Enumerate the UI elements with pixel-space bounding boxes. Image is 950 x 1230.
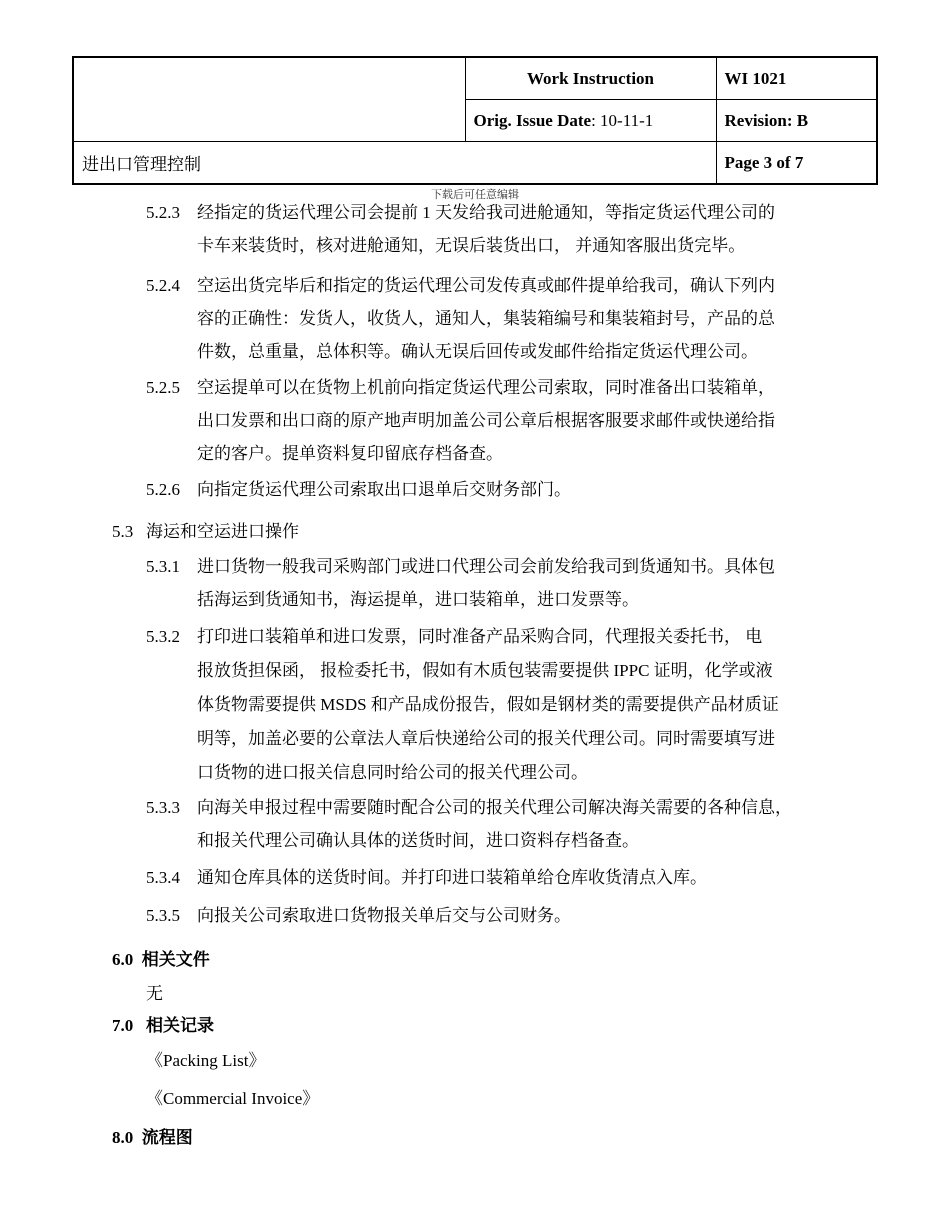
orig-issue-value: : 10-11-1 xyxy=(591,110,654,130)
section-8-heading: 8.0 流程图 xyxy=(112,1128,193,1147)
item-text: 向海关申报过程中需要随时配合公司的报关代理公司解决海关需要的各种信息， 和报关代理公司确认具体的送货时间，进口资料存档备查。 xyxy=(197,798,792,850)
item-number: 5.2.4 xyxy=(146,276,180,295)
item-number: 5.2.5 xyxy=(146,378,180,397)
section-6-heading: 6.0 相关文件 xyxy=(112,950,210,969)
item-text: 空运提单可以在货物上机前向指定货运代理公司索取，同时准备出口装箱单， 出口发票和出口商的原产地声明加盖公司公章后根据客服要求邮件或快递给指 定的客户。提单资料复印留底存档备查。 xyxy=(197,378,775,463)
watermark: 下载后可任意编辑 xyxy=(431,189,519,201)
record-item: 《Packing List》 xyxy=(146,1051,266,1070)
item-number: 5.3.1 xyxy=(146,557,180,576)
item-number: 5.3.4 xyxy=(146,868,180,887)
orig-issue-date xyxy=(465,100,716,142)
item-text: 经指定的货运代理公司会提前 1 天发给我司进舱通知，等指定货运代理公司的 卡车来装货时，核对进舱通知，无误后装货出口， 并通知客服出货完毕。 xyxy=(197,203,775,255)
section-6-content: 无 xyxy=(146,984,163,1003)
record-item: 《Commercial Invoice》 xyxy=(146,1089,320,1108)
page-number: Page 3 of 7 xyxy=(716,142,877,185)
item-text: 打印进口装箱单和进口发票，同时准备产品采购合同，代理报关委托书， 电 报放货担保函， 报检委托书，假如有木质包装需要提供 IPPC 证明，化学或液 体货物需要提供 MSDS 和产品成份报告，假如是钢材类的需要提供产品材质证 明等，加盖必要的公章法人章后快递给公司的报关代理公司。同时需要填写进 口货物的进口报关信息同时给公司的报关代理公司。 xyxy=(197,627,779,782)
item-text: 空运出货完毕后和指定的货运代理公司发传真或邮件提单给我司，确认下列内 容的正确性：发货人，收货人，通知人，集装箱编号和集装箱封号，产品的总 件数，总重量，总体积等。确认无误后回传或发邮件给指定货运代理公司。 xyxy=(197,276,775,361)
item-text: 进口货物一般我司采购部门或进口代理公司会前发给我司到货通知书。具体包 括海运到货通知书，海运提单，进口装箱单，进口发票等。 xyxy=(197,557,775,609)
item-number: 5.3.3 xyxy=(146,798,180,817)
item-number: 5.3.2 xyxy=(146,627,180,646)
section-7-heading: 7.0 相关记录 xyxy=(112,1016,214,1035)
document-header-table xyxy=(72,56,878,185)
doc-number: WI 1021 xyxy=(716,57,877,100)
subject: 进出口管理控制 xyxy=(73,142,716,185)
revision: Revision: B xyxy=(716,100,877,142)
item-text: 向报关公司索取进口货物报关单后交与公司财务。 xyxy=(197,906,571,925)
item-text: 通知仓库具体的送货时间。并打印进口装箱单给仓库收货清点入库。 xyxy=(197,868,707,887)
logo-cell xyxy=(73,57,465,142)
section-5-3: 5.3 海运和空运进口操作 xyxy=(112,522,299,541)
work-instruction-title: Work Instruction xyxy=(465,57,716,100)
item-number: 5.2.6 xyxy=(146,480,180,499)
item-number: 5.2.3 xyxy=(146,203,180,222)
orig-issue-label: Orig. Issue Date xyxy=(473,110,592,130)
item-number: 5.3.5 xyxy=(146,906,180,925)
item-text: 向指定货运代理公司索取出口退单后交财务部门。 xyxy=(197,480,571,499)
